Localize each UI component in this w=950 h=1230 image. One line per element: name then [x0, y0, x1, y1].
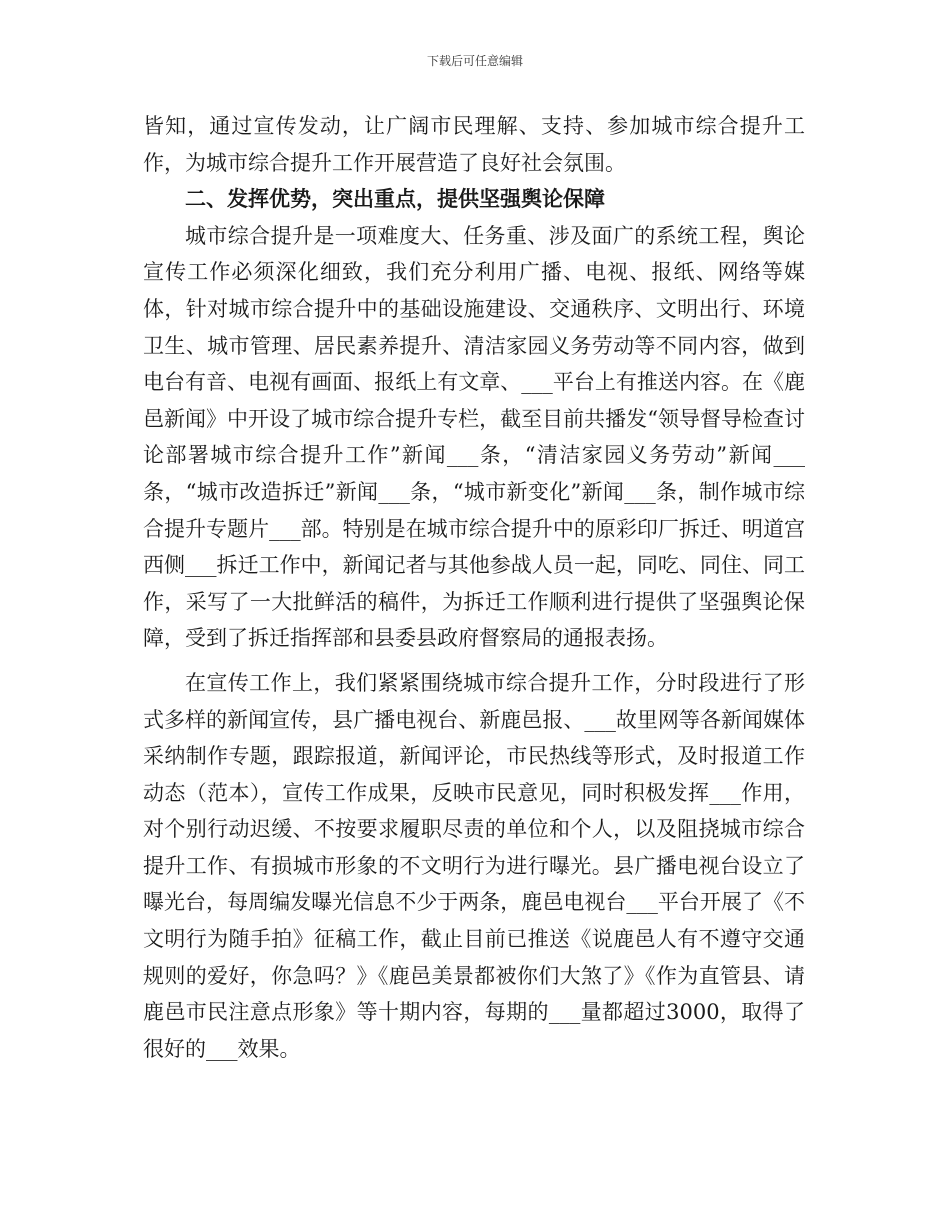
- paragraph-publicity-work: 在宣传工作上，我们紧紧围绕城市综合提升工作，分时段进行了形式多样的新闻宣传，县广播电视台、新鹿邑报、___故里网等各新闻媒体采纳制作专题，跟踪报道，新闻评论，市民热线等形式，及时报道工作动态（范本），宣传工作成果，反映市民意见，同时积极发挥___作用，对个别行动迟缓、不按要求履职尽责的单位和个人，以及阻挠城市综合提升工作、有损城市形象的不文明行为进行曝光。县广播电视台设立了曝光台，每周编发曝光信息不少于两条，鹿邑电视台___平台开展了《不文明行为随手拍》征稿工作，截止目前已推送《说鹿邑人有不遵守交通规则的爱好，你急吗？》《鹿邑美景都被你们大煞了》《作为直管县、请鹿邑市民注意点形象》等十期内容，每期的___量都超过3000，取得了很好的___效果。: [143, 670, 805, 1061]
- page-header-note: 下载后可任意编辑: [426, 54, 523, 68]
- document-body: [143, 108, 805, 1067]
- paragraph-media-coverage: 城市综合提升是一项难度大、任务重、涉及面广的系统工程，舆论宣传工作必须深化细致，我们充分利用广播、电视、报纸、网络等媒体，针对城市综合提升中的基础设施建设、交通秩序、文明出行、环境卫生、城市管理、居民素养提升、清洁家园义务劳动等不同内容，做到电台有音、电视有画面、报纸上有文章、___平台上有推送内容。在《鹿邑新闻》中开设了城市综合提升专栏，截至目前共播发“领导督导检查讨论部署城市综合提升工作”新闻___条，“清洁家园义务劳动”新闻___条，“城市改造拆迁”新闻___条，“城市新变化”新闻___条，制作城市综合提升专题片___部。特别是在城市综合提升中的原彩印厂拆迁、明道宫西侧___拆迁工作中，新闻记者与其他参战人员一起，同吃、同住、同工作，采写了一大批鲜活的稿件，为拆迁工作顺利进行提供了坚强舆论保障，受到了拆迁指挥部和县委县政府督察局的通报表扬。: [143, 223, 805, 651]
- section-heading: 二、发挥优势，突出重点，提供坚强舆论保障: [185, 187, 605, 212]
- paragraph-continuation: 皆知，通过宣传发动，让广阔市民理解、支持、参加城市综合提升工作，为城市综合提升工作开展营造了良好社会氛围。: [143, 114, 805, 175]
